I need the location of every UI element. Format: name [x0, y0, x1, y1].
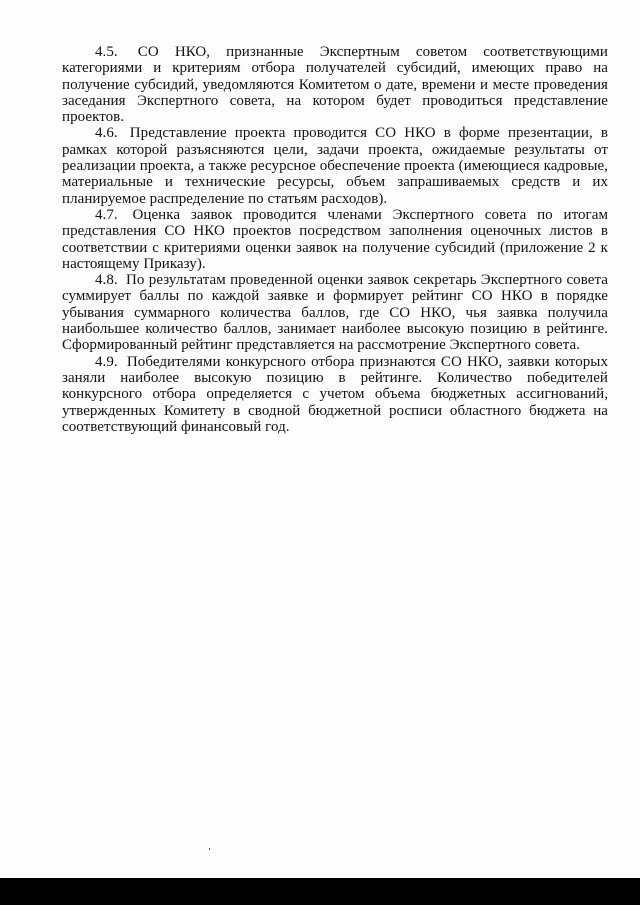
paragraph-4-8	[62, 272, 608, 353]
scan-border-bar	[0, 878, 640, 905]
paragraph-text: СО НКО, признанные Экспертным советом соответствующими категориями и критериям отбора получателей субсидий, имеющих право на получение субсидий, уведомляются Комитетом о дате, времени и месте проведения заседания Экспертного совета, на котором будет проводиться представление проектов.	[62, 44, 608, 126]
paragraph-4-9	[62, 354, 608, 435]
paragraph-text: Оценка заявок проводится членами Экспертного совета по итогам представления СО НКО проектов посредством заполнения оценочных листов в соответствии с критериями оценки заявок на получение субсидий (приложение 2 к настоящему Приказу).	[62, 206, 608, 272]
paragraph-text: Представление проекта проводится СО НКО в форме презентации, в рамках которой разъясняются цели, задачи проекта, ожидаемые результаты от реализации проекта, а также ресурсное обеспечение проекта (имеющиеся кадровые, материальные и технические ресурсы, объем запрашиваемых средств и их планируемое распределение по статьям расходов).	[62, 125, 608, 207]
paragraph-number: 4.8.	[95, 272, 118, 289]
paragraph-4-5	[62, 44, 608, 125]
paragraph-number: 4.7.	[95, 206, 118, 223]
paragraph-number: 4.9.	[95, 353, 118, 370]
document-body	[62, 44, 608, 435]
paragraph-number: 4.5.	[95, 44, 118, 60]
paragraph-4-7	[62, 207, 608, 272]
paragraph-number: 4.6.	[95, 125, 118, 142]
paragraph-4-6	[62, 125, 608, 206]
scan-speck	[209, 848, 210, 850]
paragraph-text: По результатам проведенной оценки заявок секретарь Экспертного совета суммирует баллы по каждой заявке и формирует рейтинг СО НКО в порядке убывания суммарного количества баллов, где СО НКО, чья заявка получила наибольшее количество баллов, занимает наиболее высокую позицию в рейтинге. Сформированный рейтинг представляется на рассмотрение Экспертного совета.	[62, 272, 608, 354]
paragraph-text: Победителями конкурсного отбора признаются СО НКО, заявки которых заняли наиболее высокую позицию в рейтинге. Количество победителей конкурсного отбора определяется с учетом объема бюджетных ассигнований, утвержденных Комитету в сводной бюджетной росписи областного бюджета на соответствующий финансовый год.	[62, 353, 608, 435]
